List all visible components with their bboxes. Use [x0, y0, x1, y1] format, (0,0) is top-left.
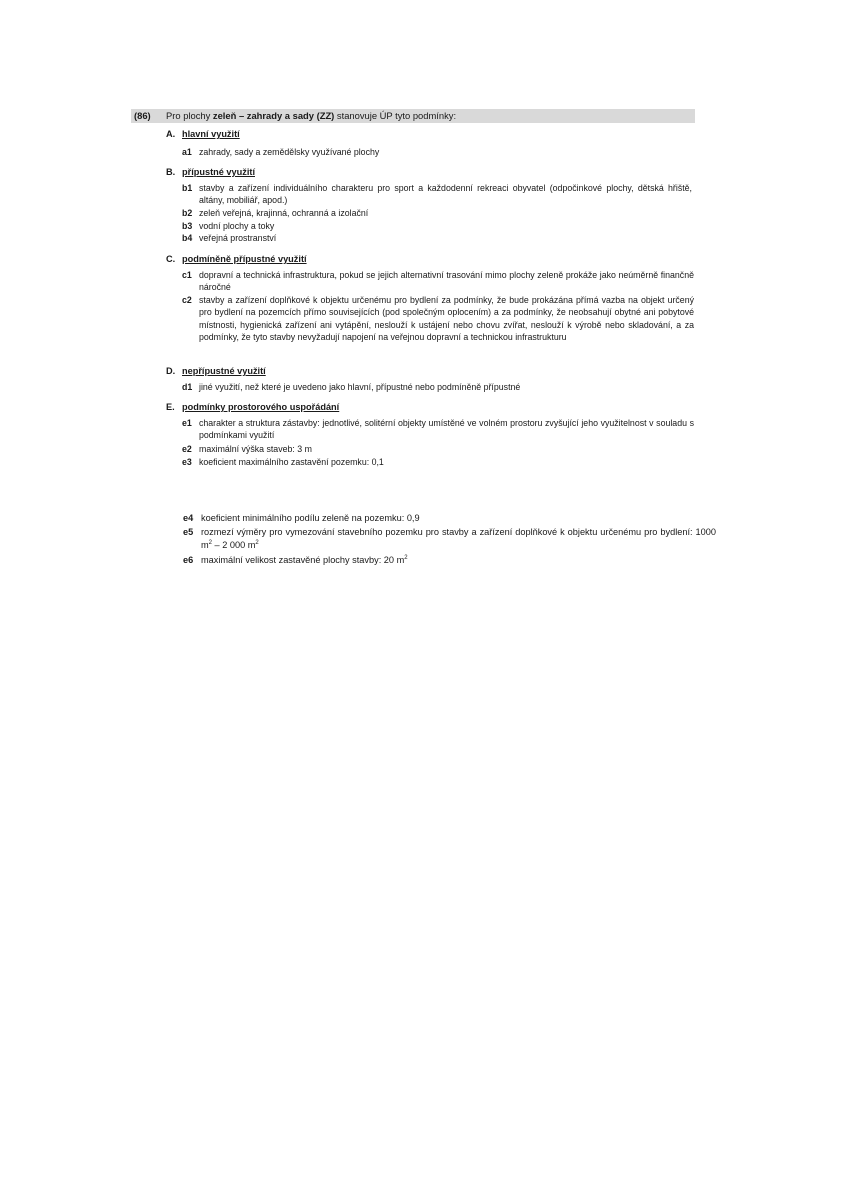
- clause-heading-prefix: Pro plochy: [166, 110, 213, 121]
- list-item-b4: [182, 232, 692, 245]
- list-item-c2: [182, 294, 694, 358]
- clause-heading: [166, 109, 456, 123]
- section-title: nepřípustné využití: [182, 366, 266, 376]
- list-item-e2: [182, 443, 694, 456]
- item-code: e5: [183, 527, 194, 537]
- item-text: veřejná prostranství: [199, 233, 277, 243]
- superscript: 2: [255, 540, 259, 546]
- section-letter: E.: [166, 402, 175, 412]
- item-text: zahrady, sady a zemědělsky využívané plochy: [199, 147, 380, 157]
- list-item-e4: [183, 512, 716, 526]
- item-code: b2: [182, 208, 193, 218]
- item-code: b1: [182, 183, 193, 193]
- section-letter: D.: [166, 366, 176, 376]
- item-text: [201, 554, 716, 567]
- clause-heading-bold: zeleň – zahrady a sady (ZZ): [212, 110, 335, 121]
- section-letter: A.: [166, 129, 176, 139]
- section-title: podmíněně přípustné využití: [182, 254, 307, 264]
- list-item-c1: [182, 269, 694, 294]
- item-code: e6: [183, 555, 194, 565]
- clause-heading-suffix: stanovuje ÚP tyto podmínky:: [334, 110, 457, 121]
- item-text: koeficient maximálního zastavění pozemku: 0,1: [199, 457, 384, 467]
- item-code: c1: [182, 270, 192, 280]
- item-text: stavby a zařízení individuálního charakteru pro sport a každodenní rekreaci obyvatel (odpočinkové plochy, dětská hřiště, altány, mobiliář, apod.): [199, 183, 692, 206]
- section-title: přípustné využití: [182, 167, 255, 177]
- section-e-heading: [166, 401, 339, 413]
- list-item-e1: [182, 417, 694, 442]
- item-text-part: – 2 000 m: [212, 540, 256, 550]
- item-text: jiné využití, než které je uvedeno jako hlavní, přípustné nebo podmíněně přípustné: [199, 382, 521, 392]
- list-item-e6: [183, 554, 716, 568]
- item-code: a1: [182, 147, 192, 157]
- list-item-e5: [183, 526, 716, 553]
- item-code: d1: [182, 382, 193, 392]
- item-text: [201, 526, 716, 552]
- item-code: b3: [182, 221, 193, 231]
- section-letter: B.: [166, 167, 176, 177]
- section-d-heading: [166, 365, 266, 377]
- list-item-a1: [182, 146, 692, 159]
- item-code: b4: [182, 233, 193, 243]
- item-text: maximální výška staveb: 3 m: [199, 444, 312, 454]
- clause-number: (86): [134, 110, 151, 121]
- list-item-d1: [182, 381, 694, 394]
- superscript: 2: [208, 540, 212, 546]
- superscript: 2: [404, 555, 408, 561]
- section-title: hlavní využití: [182, 129, 240, 139]
- item-text-part: maximální velikost zastavěné plochy stavby: 20 m: [201, 555, 405, 565]
- section-a-heading: [166, 128, 240, 140]
- item-code: e1: [182, 418, 192, 428]
- list-item-e3: [182, 456, 694, 469]
- item-text: zeleň veřejná, krajinná, ochranná a izolační: [199, 208, 369, 218]
- item-code: e2: [182, 444, 192, 454]
- list-item-b1: [182, 182, 692, 207]
- item-text-part: rozmezí výměry pro vymezování stavebního pozemku pro stavby a zařízení doplňkové k objektu určenému pro bydlení: 1000 m: [201, 527, 716, 550]
- section-letter: C.: [166, 254, 176, 264]
- section-title: podmínky prostorového uspořádání: [182, 402, 340, 412]
- item-code: e4: [183, 513, 194, 523]
- section-c-heading: [166, 253, 307, 265]
- section-b-heading: [166, 166, 255, 178]
- item-text: vodní plochy a toky: [199, 221, 275, 231]
- item-text: charakter a struktura zástavby: jednotlivé, solitérní objekty umístěné ve volném prostoru zvyšující jeho využitelnost v souladu s podmínkami využití: [199, 418, 694, 441]
- item-code: e3: [182, 457, 192, 467]
- item-text: koeficient minimálního podílu zeleně na pozemku: 0,9: [201, 513, 420, 523]
- item-code: c2: [182, 295, 192, 305]
- item-text: dopravní a technická infrastruktura, pokud se jejich alternativní trasování mimo plochy zeleně prokáže jako neúměrně finančně náročné: [199, 270, 694, 293]
- list-item-b2: [182, 207, 692, 220]
- item-text: stavby a zařízení doplňkové k objektu určenému pro bydlení za podmínky, že bude prokázána přímá vazba na objekt určený pro bydlení na pozemcích přímo souvisejících (pod společným oplocením) a za podmínky, že neobsahují obytné ani pobytové místnosti, hygienická zařízení ani vytápění, neslouží k ustájení nebo chovu zvířat, neslouží k výrobě nebo skladování, a za podmínky, že tyto stavby nevyžadují napojení na veřejnou dopravní a technickou infrastrukturu: [199, 295, 694, 342]
